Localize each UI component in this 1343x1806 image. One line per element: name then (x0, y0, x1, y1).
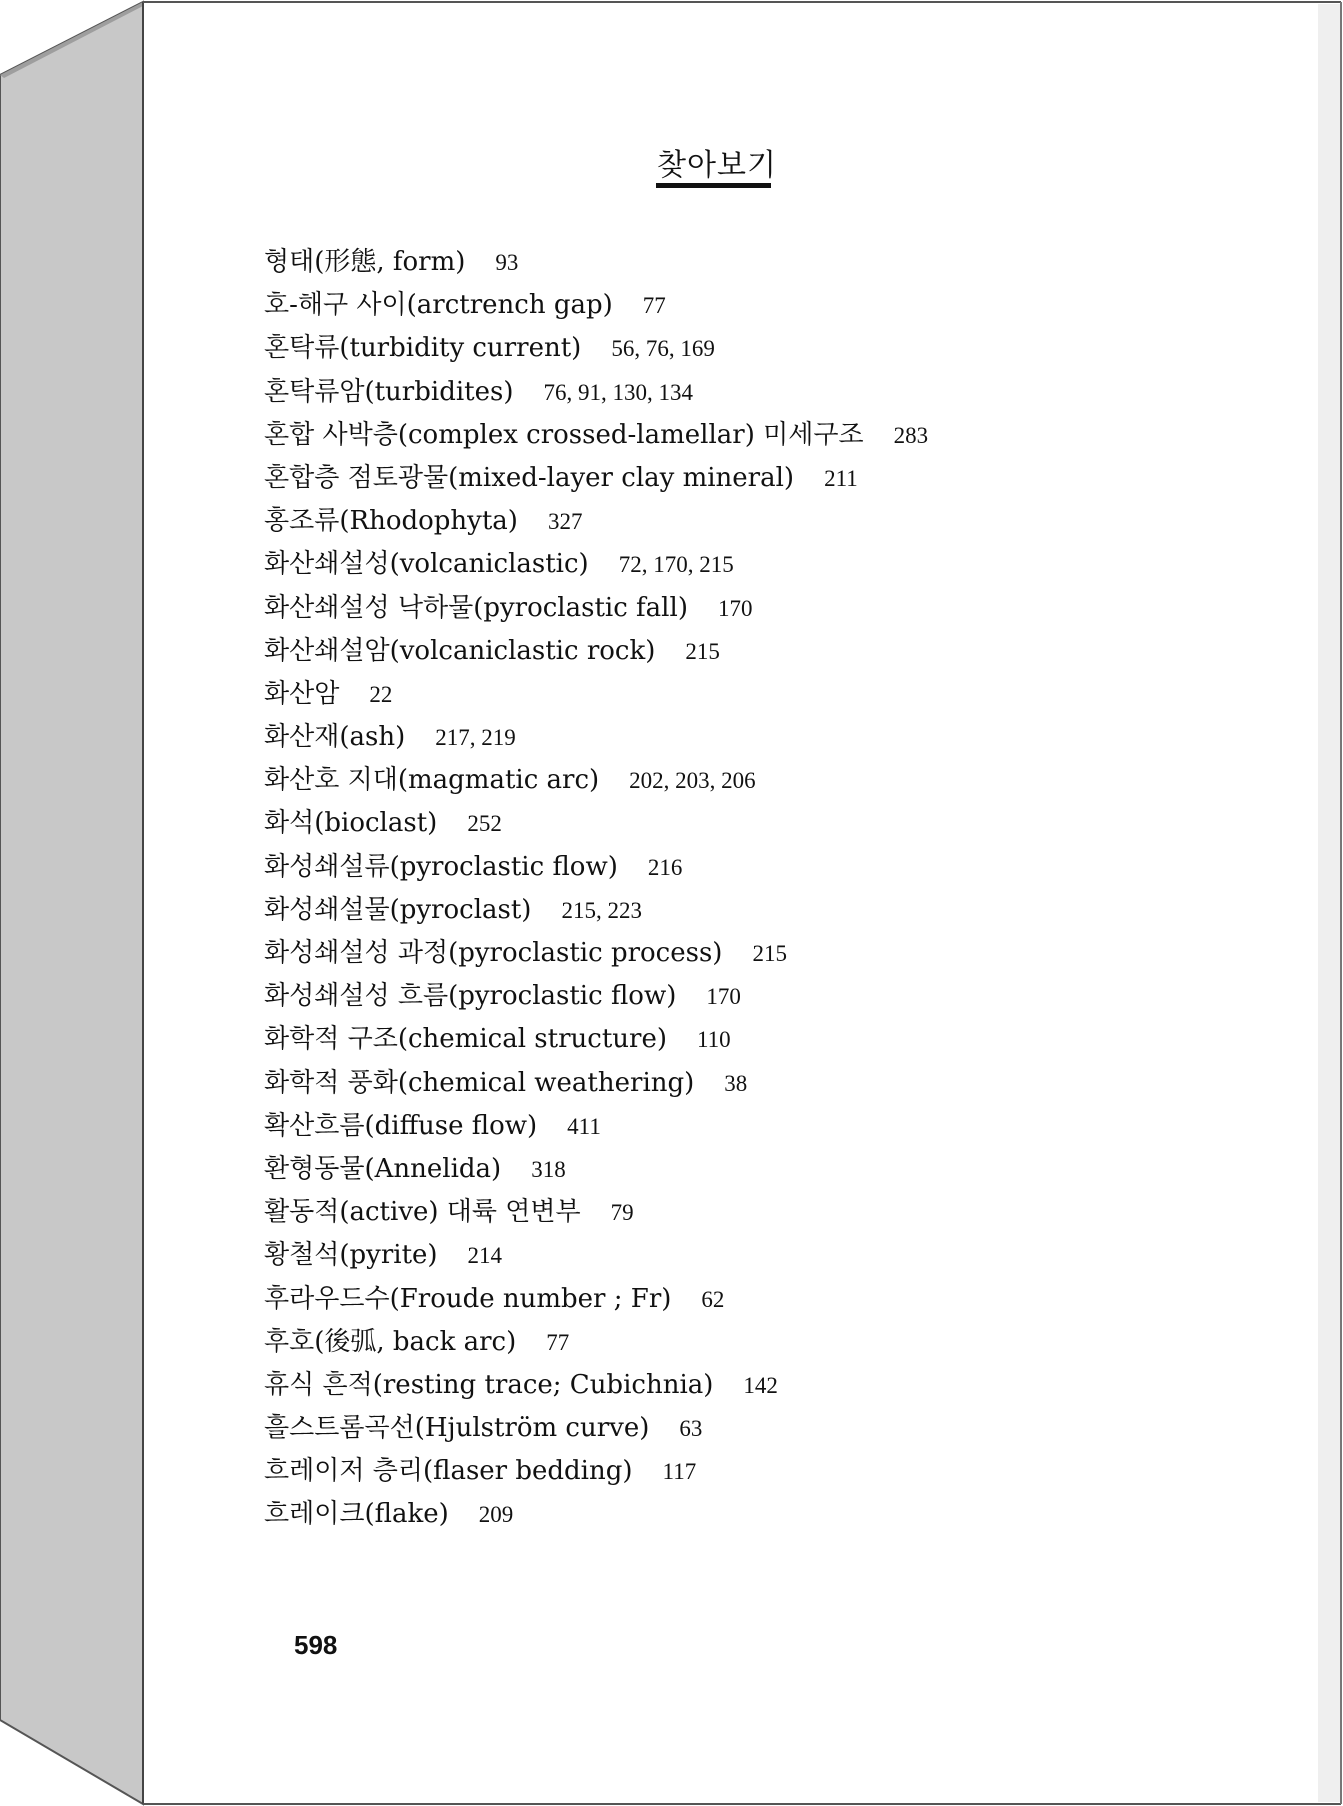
entry-term: 환형동물(Annelida) (264, 1153, 502, 1184)
index-entry (264, 1018, 928, 1061)
entry-term: 화산쇄설성(volcaniclastic) (264, 549, 589, 580)
entry-term: 화성쇄설류(pyroclastic flow) (264, 851, 618, 882)
entry-pages: 214 (467, 1243, 503, 1269)
entry-term: 혼합층 점토광물(mixed-layer clay mineral) (264, 462, 795, 493)
entry-pages: 318 (531, 1156, 566, 1182)
entry-pages: 411 (567, 1113, 601, 1139)
index-entry (264, 1364, 928, 1407)
entry-pages: 170 (717, 595, 753, 621)
index-entry (264, 716, 928, 759)
entry-pages: 215 (752, 941, 787, 966)
entry-pages: 22 (369, 681, 393, 707)
index-entry-list (264, 241, 928, 1537)
entry-pages: 117 (662, 1459, 697, 1485)
entry-pages: 77 (546, 1329, 570, 1355)
page-number: 598 (294, 1630, 338, 1660)
index-entry (264, 802, 928, 845)
page-header-title: 찾아보기 (657, 148, 777, 183)
entry-term: 화산쇄설암(volcaniclastic rock) (264, 635, 656, 666)
entry-pages: 202, 203, 206 (629, 768, 756, 794)
header-underline (656, 183, 771, 188)
entry-term: 후라우드수(Froude number ; Fr) (264, 1283, 672, 1314)
entry-pages: 327 (547, 509, 583, 535)
entry-term: 후호(後弧, back arc) (264, 1326, 517, 1357)
entry-term: 화석(bioclast) (264, 808, 438, 839)
entry-term: 흐레이저 층리(flaser bedding) (264, 1456, 633, 1487)
entry-term: 화산재(ash) (264, 722, 406, 753)
index-entry (264, 759, 928, 802)
index-entry (264, 241, 928, 284)
index-entry (264, 673, 928, 716)
entry-pages: 209 (478, 1502, 514, 1528)
index-entry (264, 1191, 928, 1234)
index-entry (264, 1278, 928, 1321)
entry-term: 혼탁류(turbidity current) (264, 333, 582, 364)
entry-pages: 76, 91, 130, 134 (543, 379, 693, 405)
index-entry (264, 1062, 928, 1105)
entry-pages: 170 (706, 984, 741, 1010)
index-entry (264, 587, 928, 630)
entry-term: 혼합 사박층(complex crossed-lamellar) 미세구조 (264, 419, 864, 450)
index-entry (264, 1105, 928, 1148)
index-entry (264, 457, 928, 500)
entry-term: 흐레이크(flake) (264, 1499, 449, 1530)
index-entry (264, 1234, 928, 1277)
entry-pages: 283 (893, 422, 929, 448)
entry-pages: 211 (824, 465, 858, 491)
index-entry (264, 846, 928, 889)
entry-term: 화학적 풍화(chemical weathering) (264, 1067, 695, 1098)
index-entry (264, 284, 928, 327)
entry-term: 홍조류(Rhodophyta) (264, 506, 518, 537)
entry-pages: 215, 223 (561, 897, 642, 923)
entry-pages: 56, 76, 169 (611, 336, 715, 362)
entry-term: 화산암 (264, 678, 340, 709)
entry-term: 휴식 흔적(resting trace; Cubichnia) (264, 1369, 714, 1400)
entry-pages: 215 (685, 638, 720, 664)
entry-term: 활동적(active) 대륙 연변부 (264, 1197, 581, 1228)
entry-pages: 217, 219 (435, 725, 516, 751)
entry-pages: 79 (610, 1200, 634, 1226)
entry-term: 화산호 지대(magmatic arc) (264, 765, 600, 796)
index-entry (264, 889, 928, 932)
entry-term: 혼탁류암(turbidites) (264, 376, 514, 407)
index-entry (264, 975, 928, 1018)
entry-pages: 38 (724, 1070, 748, 1096)
index-entry (264, 1321, 928, 1364)
entry-pages: 93 (495, 250, 519, 275)
entry-pages: 110 (696, 1027, 731, 1053)
entry-term: 형태(形態, form) (264, 247, 466, 277)
entry-pages: 62 (701, 1286, 725, 1312)
entry-pages: 63 (679, 1416, 703, 1442)
index-entry (264, 1407, 928, 1450)
index-entry (264, 630, 928, 673)
entry-term: 확산흐름(diffuse flow) (264, 1110, 538, 1141)
entry-pages: 77 (642, 293, 666, 319)
entry-pages: 142 (743, 1372, 778, 1398)
entry-term: 화성쇄설물(pyroclast) (264, 894, 532, 925)
index-entry (264, 414, 928, 457)
entry-term: 화산쇄설성 낙하물(pyroclastic fall) (264, 592, 688, 623)
entry-term: 화성쇄설성 과정(pyroclastic process) (264, 938, 723, 968)
index-entry (264, 1493, 928, 1536)
entry-term: 화학적 구조(chemical structure) (264, 1024, 667, 1055)
entry-term: 호-해구 사이(arctrench gap) (264, 290, 613, 321)
index-entry (264, 932, 928, 975)
index-entry (264, 1450, 928, 1493)
entry-term: 황철석(pyrite) (264, 1240, 438, 1271)
entry-pages: 72, 170, 215 (618, 552, 734, 578)
entry-pages: 252 (467, 811, 502, 837)
index-entry (264, 500, 928, 543)
index-entry (264, 371, 928, 414)
entry-term: 화성쇄설성 흐름(pyroclastic flow) (264, 981, 677, 1012)
index-entry (264, 327, 928, 370)
index-entry (264, 543, 928, 586)
entry-term: 흘스트롬곡선(Hjulström curve) (264, 1413, 650, 1444)
index-entry (264, 1148, 928, 1191)
entry-pages: 216 (647, 854, 683, 880)
